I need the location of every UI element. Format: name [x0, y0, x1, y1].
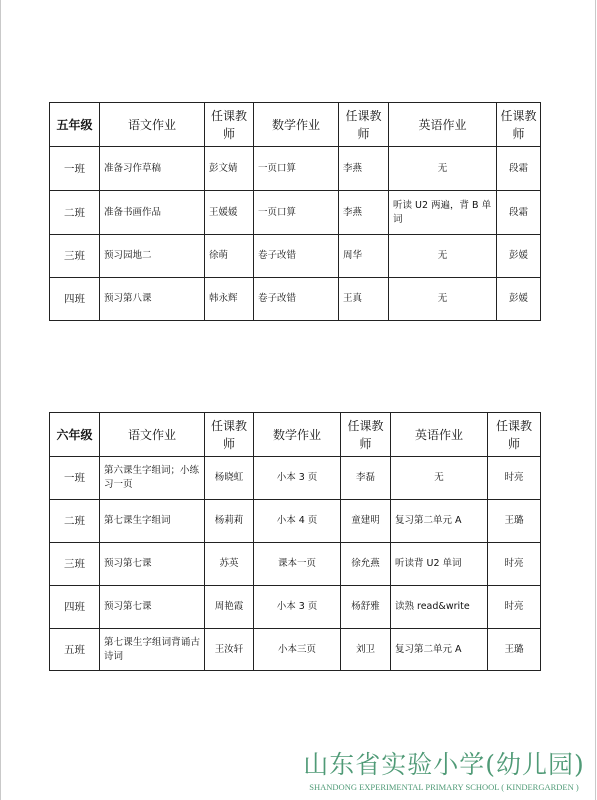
- english-teacher-cell: 段霜: [497, 191, 541, 235]
- math-homework-cell: 一页口算: [254, 191, 339, 235]
- english-homework-cell: 无: [389, 147, 497, 191]
- math-homework-cell: 卷子改错: [254, 278, 339, 321]
- chinese-homework-cell: 第七课生字组词背诵古诗词: [100, 629, 205, 671]
- chinese-teacher-cell: 王汝轩: [205, 629, 254, 671]
- math-homework-header: 数学作业: [254, 103, 339, 147]
- math-teacher-cell: 王真: [339, 278, 389, 321]
- page-right-edge: [595, 0, 596, 800]
- chinese-teacher-cell: 杨晓虹: [205, 457, 254, 500]
- english-teacher-cell: 王璐: [488, 500, 541, 543]
- english-homework-cell: 无: [389, 278, 497, 321]
- table-row: [50, 629, 541, 671]
- math-teacher-header: 任课教师: [341, 413, 391, 457]
- chinese-teacher-cell: 韩永辉: [205, 278, 254, 321]
- chinese-homework-cell: 第六课生字组词；小练习一页: [100, 457, 205, 500]
- english-homework-cell: 复习第二单元 A: [391, 629, 488, 671]
- grade-header: 五年级: [50, 103, 100, 147]
- chinese-homework-cell: 预习第八课: [100, 278, 205, 321]
- english-homework-cell: 无: [391, 457, 488, 500]
- class-cell: 三班: [50, 543, 100, 586]
- math-homework-cell: 小本 3 页: [254, 586, 341, 629]
- math-teacher-cell: 李燕: [339, 191, 389, 235]
- english-homework-header: 英语作业: [391, 413, 488, 457]
- chinese-teacher-cell: 王媛媛: [205, 191, 254, 235]
- chinese-homework-cell: 准备习作草稿: [100, 147, 205, 191]
- chinese-homework-cell: 预习园地二: [100, 235, 205, 278]
- english-homework-header: 英语作业: [389, 103, 497, 147]
- table-header-row: [50, 413, 541, 457]
- english-homework-cell: 读熟 read&write: [391, 586, 488, 629]
- class-cell: 四班: [50, 278, 100, 321]
- chinese-teacher-cell: 徐萌: [205, 235, 254, 278]
- chinese-teacher-cell: 杨莉莉: [205, 500, 254, 543]
- math-homework-header: 数学作业: [254, 413, 341, 457]
- math-teacher-cell: 杨舒雅: [341, 586, 391, 629]
- table-row: [50, 457, 541, 500]
- chinese-homework-cell: 准备书画作品: [100, 191, 205, 235]
- class-cell: 二班: [50, 191, 100, 235]
- grade6-homework-table: [49, 412, 541, 671]
- english-homework-cell: 复习第二单元 A: [391, 500, 488, 543]
- english-teacher-cell: 彭媛: [497, 278, 541, 321]
- chinese-homework-cell: 预习第七课: [100, 586, 205, 629]
- math-homework-cell: 小本 3 页: [254, 457, 341, 500]
- school-name-english: SHANDONG EXPERIMENTAL PRIMARY SCHOOL ( KINDERGARDEN ): [309, 782, 579, 792]
- chinese-homework-cell: 预习第七课: [100, 543, 205, 586]
- chinese-teacher-header: 任课教师: [205, 103, 254, 147]
- chinese-teacher-cell: 苏英: [205, 543, 254, 586]
- class-cell: 五班: [50, 629, 100, 671]
- math-teacher-cell: 童建明: [341, 500, 391, 543]
- math-homework-cell: 小本 4 页: [254, 500, 341, 543]
- english-teacher-cell: 彭媛: [497, 235, 541, 278]
- table-row: [50, 278, 541, 321]
- math-homework-cell: 课本一页: [254, 543, 341, 586]
- chinese-teacher-cell: 周艳霞: [205, 586, 254, 629]
- class-cell: 一班: [50, 147, 100, 191]
- table-row: [50, 543, 541, 586]
- english-homework-cell: 听读 U2 两遍，背 B 单词: [389, 191, 497, 235]
- school-logo: [296, 748, 592, 800]
- table-row: [50, 500, 541, 543]
- english-teacher-header: 任课教师: [488, 413, 541, 457]
- math-teacher-header: 任课教师: [339, 103, 389, 147]
- table-header-row: [50, 103, 541, 147]
- math-teacher-cell: 周华: [339, 235, 389, 278]
- math-teacher-cell: 李磊: [341, 457, 391, 500]
- chinese-homework-cell: 第七课生字组词: [100, 500, 205, 543]
- chinese-teacher-cell: 彭文婧: [205, 147, 254, 191]
- english-homework-cell: 听读背 U2 单词: [391, 543, 488, 586]
- math-teacher-cell: 李燕: [339, 147, 389, 191]
- table-row: [50, 191, 541, 235]
- math-homework-cell: 小本三页: [254, 629, 341, 671]
- class-cell: 四班: [50, 586, 100, 629]
- math-homework-cell: 一页口算: [254, 147, 339, 191]
- english-teacher-cell: 时亮: [488, 586, 541, 629]
- grade-header: 六年级: [50, 413, 100, 457]
- table-row: [50, 147, 541, 191]
- english-homework-cell: 无: [389, 235, 497, 278]
- math-teacher-cell: 徐允燕: [341, 543, 391, 586]
- grade5-homework-table: [49, 102, 541, 321]
- chinese-homework-header: 语文作业: [100, 413, 205, 457]
- math-homework-cell: 卷子改错: [254, 235, 339, 278]
- english-teacher-cell: 时亮: [488, 543, 541, 586]
- chinese-homework-header: 语文作业: [100, 103, 205, 147]
- chinese-teacher-header: 任课教师: [205, 413, 254, 457]
- class-cell: 三班: [50, 235, 100, 278]
- english-teacher-cell: 王璐: [488, 629, 541, 671]
- table-row: [50, 235, 541, 278]
- table-row: [50, 586, 541, 629]
- english-teacher-cell: 时亮: [488, 457, 541, 500]
- page-left-edge: [0, 0, 1, 800]
- english-teacher-cell: 段霜: [497, 147, 541, 191]
- class-cell: 一班: [50, 457, 100, 500]
- english-teacher-header: 任课教师: [497, 103, 541, 147]
- class-cell: 二班: [50, 500, 100, 543]
- math-teacher-cell: 刘卫: [341, 629, 391, 671]
- school-name-chinese: 山东省实验小学(幼儿园): [303, 750, 585, 779]
